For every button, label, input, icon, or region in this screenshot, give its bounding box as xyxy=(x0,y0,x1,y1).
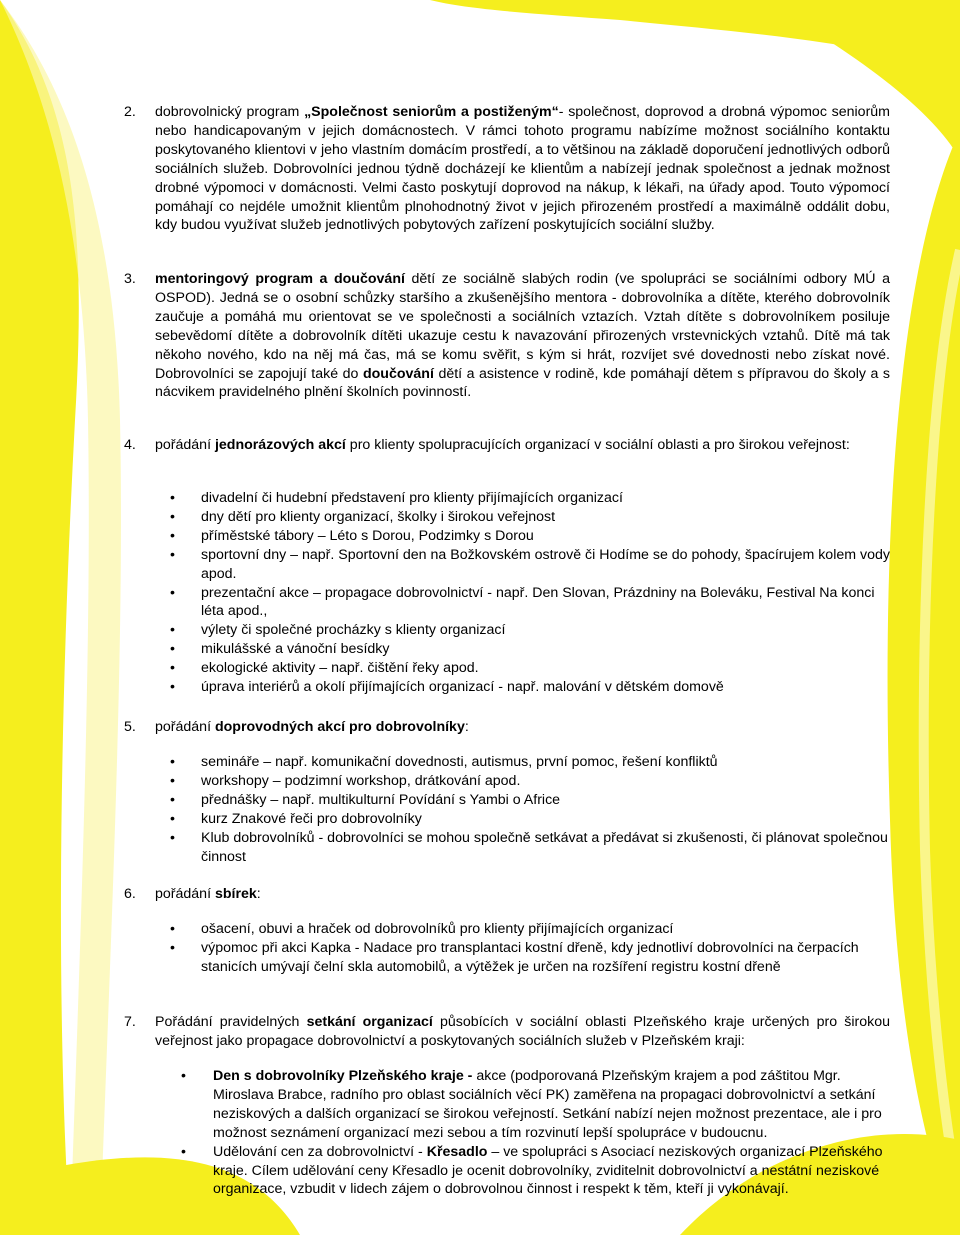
list-item-7 xyxy=(0,1013,960,1051)
highlight-text: sbírek xyxy=(214,886,257,902)
item-text: : xyxy=(256,886,261,902)
bullet-icon: • xyxy=(170,810,175,827)
list-item: • ošacení, obuvi a hraček od dobrovolníků pro klienty přijímajících organizací xyxy=(170,921,674,937)
list-item: • výpomoc při akci Kapka - Nadace pro transplantaci kostní dřeně, kdy jednotliví dobrovolníci na čerpacích stanicích umývají čelní skla automobilů, a výtěžek je určen na rozšíření registru kostní dřeně xyxy=(170,939,859,975)
list-item: • přednášky – např. multikulturní Povídání s Yambi o Africe xyxy=(170,791,561,808)
list-item-6 xyxy=(0,885,960,904)
item-number: 4. xyxy=(124,437,136,453)
bullet-icon: • xyxy=(170,829,175,846)
list-item-4 xyxy=(0,436,960,455)
bullet-list-collections xyxy=(0,920,960,977)
list-item-3 xyxy=(0,270,960,402)
bullet-icon: • xyxy=(170,508,175,525)
bullet-icon: • xyxy=(170,939,175,956)
list-item: • prezentační akce – propagace dobrovolnictví - např. Den Slovan, Prázdniny na Boleváku, Festival Na konci léta apod., xyxy=(170,584,875,620)
list-item-2 xyxy=(0,103,960,235)
bullet-icon: • xyxy=(170,679,175,696)
item-text: dětí ze sociálně slabých rodin (ve spolupráci se sociálními odbory MÚ a OSPOD). Jedná se o osobní schůzky staršího a zkušenějšího mentora - dobrovolníka a dítěte, kterého dobrovolník zaučuje a pomáhá mu orientovat se ve společnosti a sociálních vztazích. Vztah dítěte s dobrovolníkem posiluje sebevědomí dítěte a dobrovolník dítěti ukazuje cestu k navazování přirozených vrstevnických vztahů. Dítě má tak někoho nového, kdo na něj má čas, má se komu svěřit, s kým si hrát, rozvíjet své dovednosti nebo získat nové. Dobrovolníci se zapojují také do xyxy=(155,271,890,382)
bullet-icon: • xyxy=(181,1143,186,1160)
item-text: - společnost, doprovod a drobná výpomoc seniorům nebo handicapovaným v jejich domácnostech. V rámci tohoto programu nabízíme možnost sociálního kontaktu poskytovaného klientovi v jeho vlastním domácím prostředí, a to většinou na základě doporučení jednotlivých odborů sociálních služeb. Dobrovolníci jednou týdně docházejí ke klientům a nabízejí jednak společnost a jednak možnost drobné výpomoci v domácnosti. Velmi často poskytují doprovod na nákup, k lékaři, na úřady apod. Touto výpomocí pomáhají co nejdéle umožnit klientům plnohodnotný život v jejich přirozeném prostředí a maximálně oddálit dobu, kdy budou využívat služeb jednotlivých pobytových zařízení poskytujících sociální služby. xyxy=(155,104,890,234)
bullet-icon: • xyxy=(170,622,175,639)
list-item: • Den s dobrovolníky Plzeňského kraje - akce (podporovaná Plzeňským krajem a pod záštitou Mgr. Miroslava Brabce, radního pro oblast sociálních věcí PK) zaměřena na propagaci dobrovolnictví a setkání neziskových a dalších organizací se širokou veřejností. Setkání nabízí nejen možnost prezentace, ale i pro možnost seznámení organizací mezi sebou a tím rozvinutí lepší spolupráce v budoucnu. xyxy=(181,1068,882,1141)
bullet-icon: • xyxy=(170,754,175,770)
list-item: • workshopy – podzimní workshop, drátkování apod. xyxy=(170,772,521,789)
highlight-text: setkání organizací xyxy=(306,1014,433,1030)
highlight-text: doučování xyxy=(362,365,434,382)
list-item: • sportovní dny – např. Sportovní den na Božkovském ostrově či Hodíme se do pohody, špacírujem kolem vody apod. xyxy=(170,546,890,582)
list-item: • ekologické aktivity – např. čištění řeky apod. xyxy=(170,660,479,677)
list-item: • výlety či společné procházky s klienty organizací xyxy=(170,622,506,639)
item-text: působících v sociální oblasti Plzeňského kraje určených pro širokou veřejnost jako propagace dobrovolnictví a poskytovaných sociálních služeb v Plzeňském kraji: xyxy=(155,1014,890,1049)
bullet-list-events xyxy=(0,489,960,697)
list-item: • úprava interiérů a okolí přijímajících organizací - např. malování v dětském domově xyxy=(170,679,724,696)
list-item: • divadelní či hudební představení pro klienty přijímajících organizací xyxy=(170,490,623,506)
bullet-list-volunteer-events xyxy=(0,753,960,866)
item-text: dětí a asistence v rodině, kde pomáhají dětem s přípravou do školy a s nácvikem pravidelného plnění školních povinností. xyxy=(155,365,891,401)
bullet-list-meetings xyxy=(0,1067,960,1199)
item-number: 5. xyxy=(124,719,136,735)
item-text: : xyxy=(464,719,469,735)
item-text: pořádání xyxy=(155,886,215,902)
list-item: • Udělování cen za dobrovolnictví - Křesadlo – ve spolupráci s Asociací neziskových organizací Plzeňského kraje. Cílem udělování ceny Křesadlo je ocenit dobrovolníky, zviditelnit dobrovolnictví a nestátní neziskové organizace, vzbudit v lidech zájem o dobrovolnou činnost i respekt k těm, kteří ji vykonávají. xyxy=(181,1143,883,1198)
bullet-icon: • xyxy=(170,584,175,601)
item-number: 3. xyxy=(124,271,136,287)
highlight-text: doprovodných akcí pro dobrovolníky xyxy=(214,719,465,735)
list-item: • Klub dobrovolníků - dobrovolníci se mohou společně setkávat a předávat si zkušenosti, či plánovat společnou činnost xyxy=(170,829,888,865)
list-item: • mikulášské a vánoční besídky xyxy=(170,641,390,658)
bullet-icon: • xyxy=(170,527,175,544)
list-item: • dny dětí pro klienty organizací, školky i širokou veřejnost xyxy=(170,508,556,525)
highlight-text: jednorázových akcí xyxy=(214,437,346,453)
program-name: „Společnost seniorům a postiženým“ xyxy=(304,104,559,120)
bullet-icon: • xyxy=(181,1068,186,1084)
bullet-icon: • xyxy=(170,660,175,677)
item-number: 2. xyxy=(124,104,136,120)
item-text: pořádání xyxy=(155,719,215,735)
program-name: mentoringový program a doučování xyxy=(155,271,405,287)
bullet-icon: • xyxy=(170,490,175,506)
bullet-icon: • xyxy=(170,546,175,563)
item-text: dobrovolnický program xyxy=(155,104,305,120)
item-text: pro klienty spolupracujících organizací v sociální oblasti a pro širokou veřejnost: xyxy=(345,437,850,453)
item-text: pořádání xyxy=(155,437,215,453)
bullet-icon: • xyxy=(170,921,175,937)
list-item: • příměstské tábory – Léto s Dorou, Podzimky s Dorou xyxy=(170,527,534,544)
list-item-5 xyxy=(0,718,960,737)
bullet-icon: • xyxy=(170,772,175,789)
item-number: 6. xyxy=(124,886,136,902)
item-text: Pořádání pravidelných xyxy=(155,1014,307,1030)
list-item: • kurz Znakové řeči pro dobrovolníky xyxy=(170,810,422,827)
item-number: 7. xyxy=(124,1014,136,1030)
list-item: • semináře – např. komunikační dovednosti, autismus, první pomoc, řešení konfliktů xyxy=(170,754,718,770)
bullet-icon: • xyxy=(170,791,175,808)
bullet-icon: • xyxy=(170,641,175,658)
